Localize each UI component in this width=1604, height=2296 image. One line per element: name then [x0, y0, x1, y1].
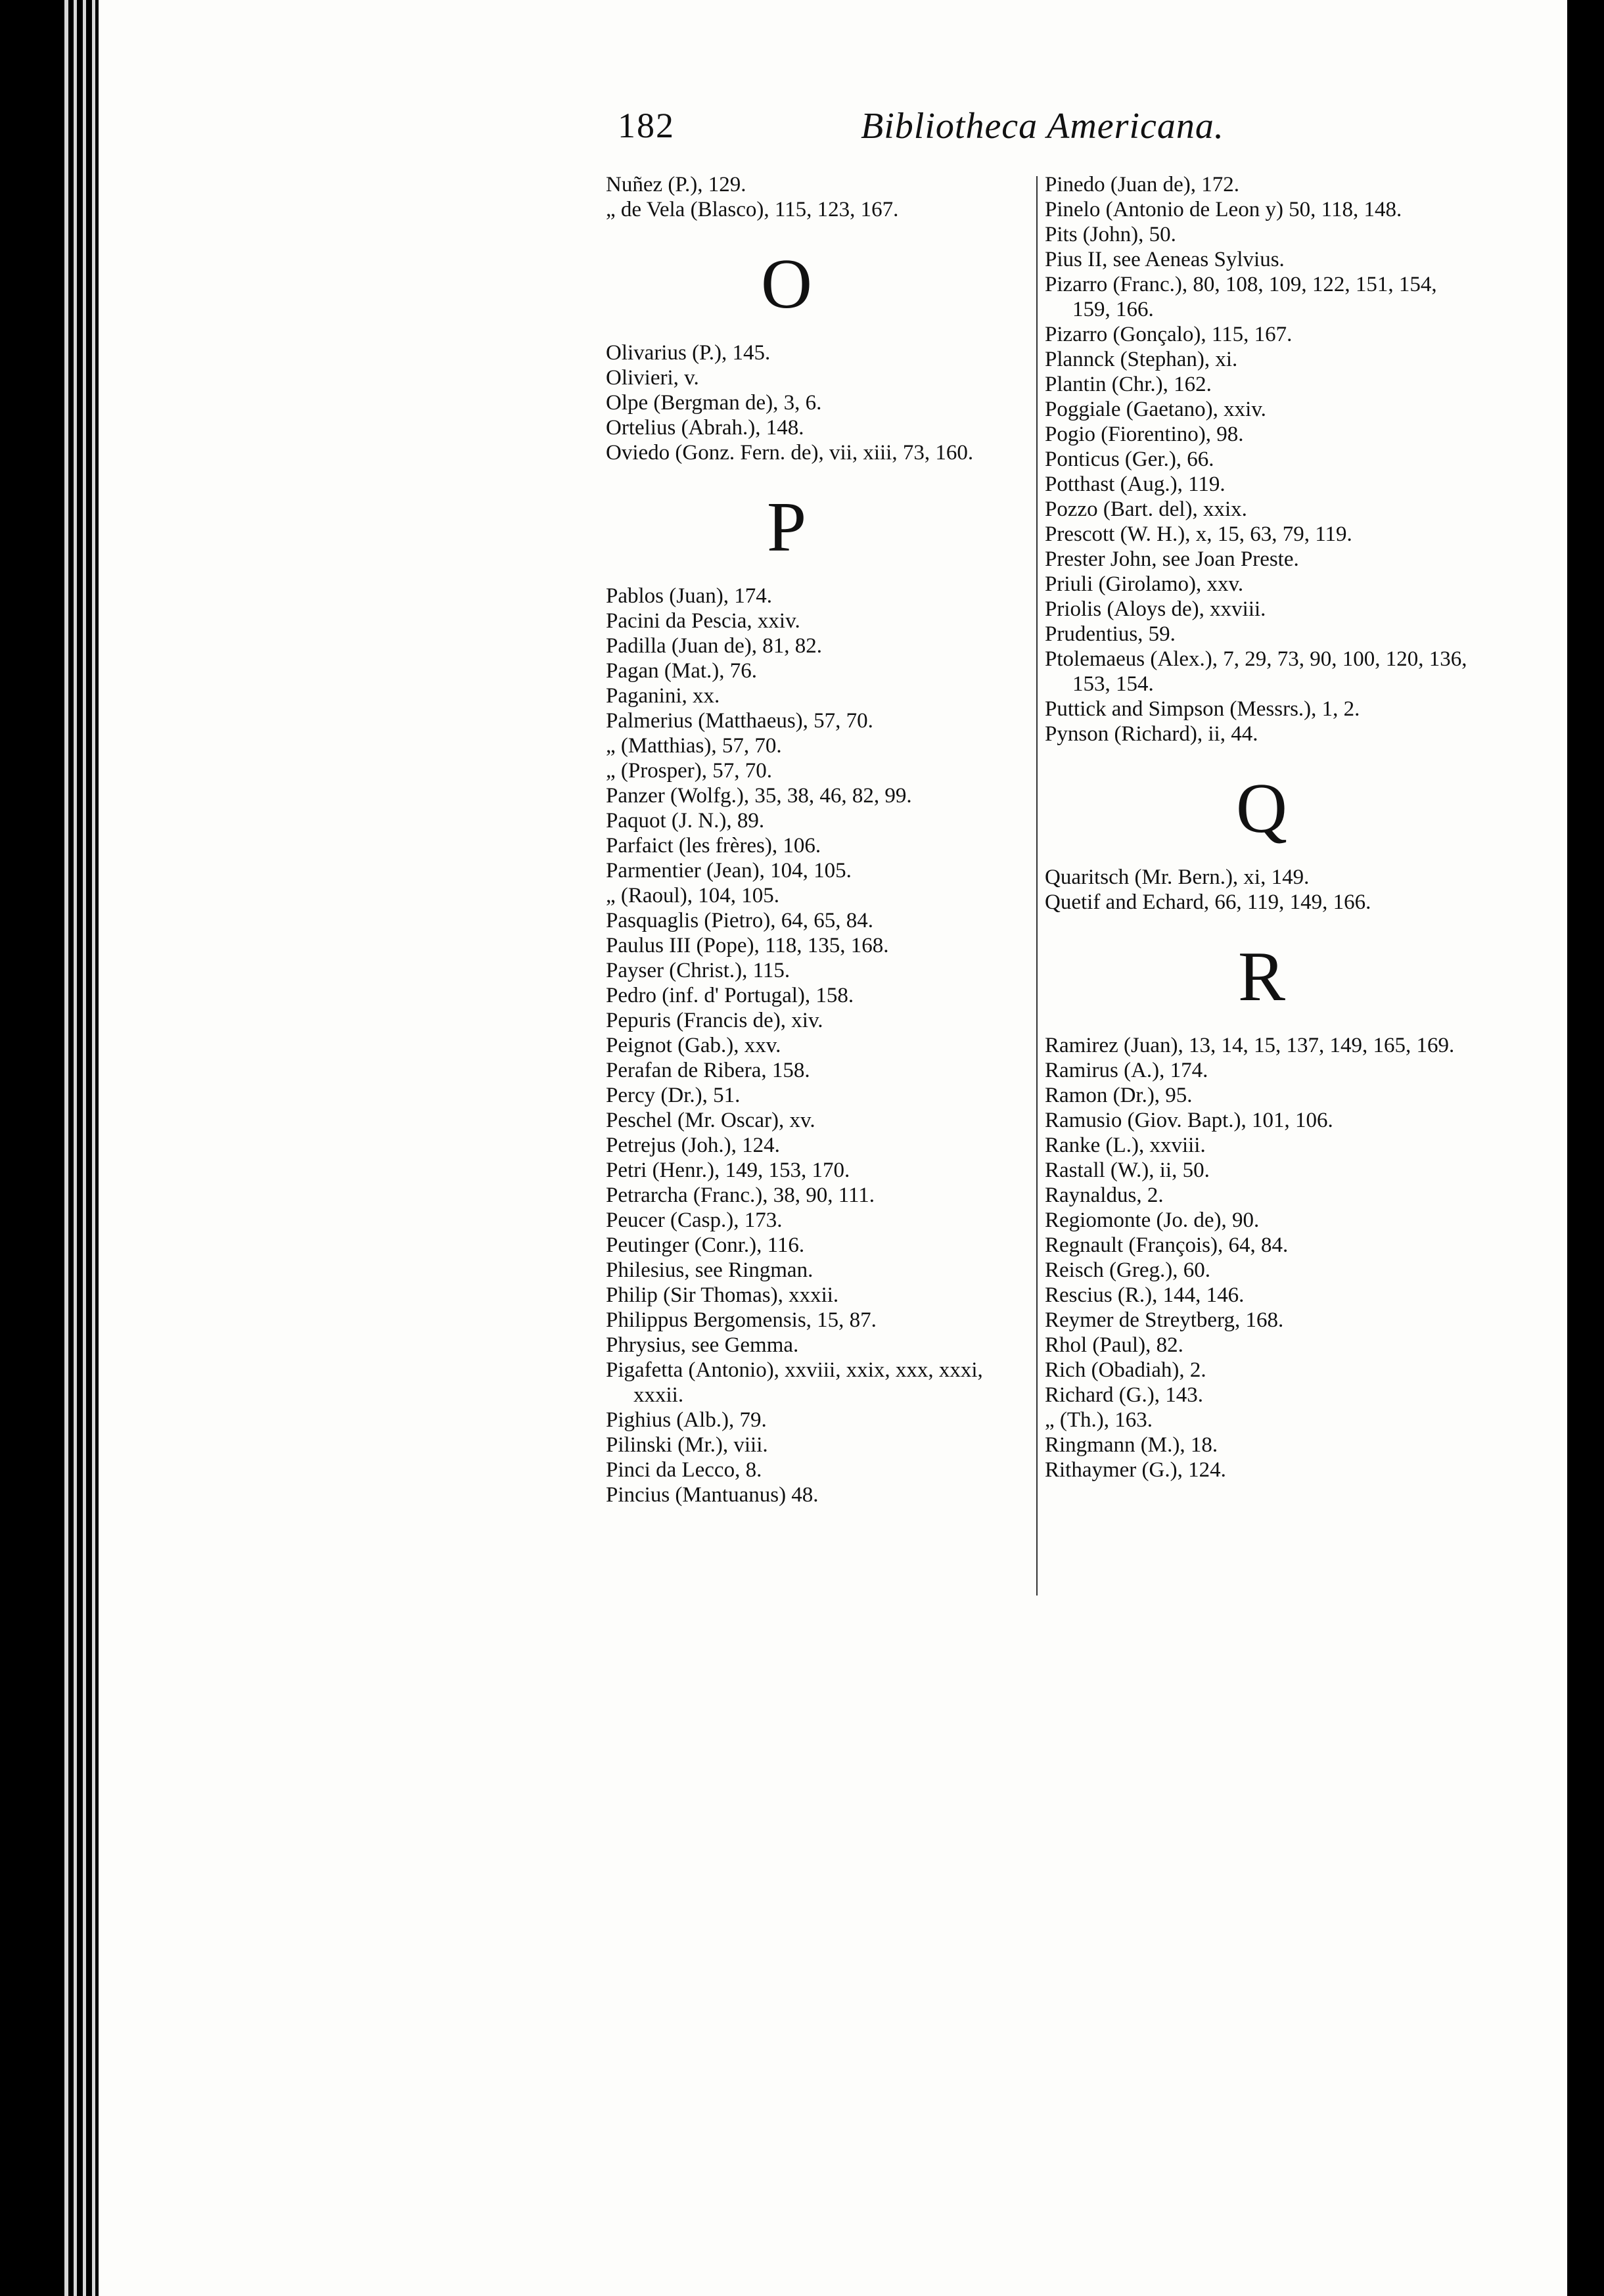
section-letter: R	[1237, 938, 1286, 1016]
index-entry: Pozzo (Bart. del), xxix.	[1045, 497, 1247, 521]
index-entry: Panzer (Wolfg.), 35, 38, 46, 82, 99.	[606, 784, 912, 808]
index-entry: Pogio (Fiorentino), 98.	[1045, 423, 1244, 446]
index-entry: Regnault (François), 64, 84.	[1045, 1233, 1289, 1257]
index-entry: Prudentius, 59.	[1045, 622, 1176, 646]
index-entry: Reisch (Greg.), 60.	[1045, 1258, 1211, 1282]
index-entry: Pedro (inf. d' Portugal), 158.	[606, 984, 854, 1007]
index-entry: Ponticus (Ger.), 66.	[1045, 448, 1214, 471]
index-entry: Rithaymer (G.), 124.	[1045, 1458, 1226, 1482]
index-entry: Peutinger (Conr.), 116.	[606, 1233, 805, 1257]
index-entry: „ (Prosper), 57, 70.	[606, 759, 772, 783]
index-column-right	[1045, 172, 1478, 1482]
index-entry: Olivieri, v.	[606, 366, 699, 390]
index-entry: Nuñez (P.), 129.	[606, 173, 746, 196]
index-column-left	[606, 172, 1026, 1507]
page-edge	[64, 0, 68, 2296]
index-entry: Pagan (Mat.), 76.	[606, 659, 758, 683]
page-edge	[74, 0, 77, 2296]
scan-border	[1567, 0, 1604, 2296]
index-entry: Peignot (Gab.), xxv.	[606, 1034, 781, 1057]
index-entry: „ (Raoul), 104, 105.	[606, 884, 779, 907]
index-entry: Prescott (W. H.), x, 15, 63, 79, 119.	[1045, 522, 1352, 546]
index-entry: Pinedo (Juan de), 172.	[1045, 173, 1240, 196]
index-entry: Ramirez (Juan), 13, 14, 15, 137, 149, 165, 169.	[1045, 1034, 1455, 1057]
index-entry: Olivarius (P.), 145.	[606, 341, 771, 365]
running-title: Bibliotheca Americana.	[861, 106, 1224, 147]
index-entry: Pinelo (Antonio de Leon y) 50, 118, 148.	[1045, 198, 1402, 221]
index-entry: Ortelius (Abrah.), 148.	[606, 416, 804, 440]
index-entry: Parfaict (les frères), 106.	[606, 834, 821, 858]
index-entry: Quetif and Echard, 66, 119, 149, 166.	[1045, 890, 1371, 914]
index-entry: Ringmann (M.), 18.	[1045, 1433, 1218, 1457]
index-entry: Phrysius, see Gemma.	[606, 1333, 799, 1357]
index-entry: Perafan de Ribera, 158.	[606, 1059, 810, 1082]
index-entry: Pigafetta (Antonio), xxviii, xxix, xxx, xxxi, xxxii.	[606, 1358, 983, 1407]
index-entry: Pablos (Juan), 174.	[606, 584, 772, 608]
page-edge	[92, 0, 95, 2296]
page-edge	[83, 0, 86, 2296]
index-entry: Prester John, see Joan Preste.	[1045, 547, 1299, 571]
index-entry: Reymer de Streytberg, 168.	[1045, 1308, 1284, 1332]
index-entry: Pincius (Mantuanus) 48.	[606, 1483, 819, 1507]
column-divider	[1036, 176, 1038, 1596]
index-entry: Pighius (Alb.), 79.	[606, 1408, 767, 1432]
index-entry: Pinci da Lecco, 8.	[606, 1458, 762, 1482]
index-entry: Ranke (L.), xxviii.	[1045, 1134, 1206, 1157]
index-entry: Pasquaglis (Pietro), 64, 65, 84.	[606, 909, 873, 932]
index-entry: Philip (Sir Thomas), xxxii.	[606, 1283, 839, 1307]
index-entry: Parmentier (Jean), 104, 105.	[606, 859, 852, 883]
index-entry: Pius II, see Aeneas Sylvius.	[1045, 248, 1285, 271]
index-entry: Plannck (Stephan), xi.	[1045, 348, 1238, 371]
index-entry: Pilinski (Mr.), viii.	[606, 1433, 768, 1457]
index-entry: Payser (Christ.), 115.	[606, 959, 791, 982]
index-entry: Richard (G.), 143.	[1045, 1383, 1204, 1407]
index-entry: Petrarcha (Franc.), 38, 90, 111.	[606, 1183, 875, 1207]
index-entry: Paquot (J. N.), 89.	[606, 809, 765, 833]
section-letter: Q	[1236, 769, 1287, 848]
index-entry: „ (Th.), 163.	[1045, 1408, 1153, 1432]
index-entry: Priuli (Girolamo), xxv.	[1045, 572, 1244, 596]
index-entry: Paulus III (Pope), 118, 135, 168.	[606, 934, 889, 957]
index-entry: Ramirus (A.), 174.	[1045, 1059, 1208, 1082]
index-entry: Olpe (Bergman de), 3, 6.	[606, 391, 822, 415]
index-entry: Rich (Obadiah), 2.	[1045, 1358, 1206, 1382]
index-entry: Poggiale (Gaetano), xxiv.	[1045, 398, 1266, 421]
index-entry: Ramon (Dr.), 95.	[1045, 1084, 1193, 1107]
index-entry: Philesius, see Ringman.	[606, 1258, 813, 1282]
index-entry: Palmerius (Matthaeus), 57, 70.	[606, 709, 873, 733]
index-entry: Priolis (Aloys de), xxviii.	[1045, 597, 1266, 621]
index-entry: „ (Matthias), 57, 70.	[606, 734, 782, 758]
index-entry: Raynaldus, 2.	[1045, 1183, 1164, 1207]
index-entry: „ de Vela (Blasco), 115, 123, 167.	[606, 198, 899, 221]
index-entry: Pepuris (Francis de), xiv.	[606, 1009, 823, 1032]
index-entry: Oviedo (Gonz. Fern. de), vii, xiii, 73, 160.	[606, 441, 974, 465]
index-entry: Pizarro (Franc.), 80, 108, 109, 122, 151, 154, 159, 166.	[1045, 273, 1437, 321]
index-entry: Pizarro (Gonçalo), 115, 167.	[1045, 323, 1293, 346]
section-letter: O	[761, 245, 812, 323]
index-entry: Plantin (Chr.), 162.	[1045, 373, 1212, 396]
section-letter: P	[766, 488, 807, 566]
page-number: 182	[618, 106, 675, 145]
index-entry: Pacini da Pescia, xxiv.	[606, 609, 800, 633]
index-entry: Pits (John), 50.	[1045, 223, 1176, 246]
index-entry: Puttick and Simpson (Messrs.), 1, 2.	[1045, 697, 1360, 721]
index-entry: Peschel (Mr. Oscar), xv.	[606, 1109, 815, 1132]
index-entry: Philippus Bergomensis, 15, 87.	[606, 1308, 877, 1332]
index-entry: Peucer (Casp.), 173.	[606, 1208, 783, 1232]
index-entry: Rescius (R.), 144, 146.	[1045, 1283, 1245, 1307]
index-entry: Pynson (Richard), ii, 44.	[1045, 722, 1258, 746]
index-entry: Paganini, xx.	[606, 684, 720, 708]
index-entry: Rastall (W.), ii, 50.	[1045, 1159, 1210, 1182]
index-entry: Regiomonte (Jo. de), 90.	[1045, 1208, 1260, 1232]
index-entry: Ptolemaeus (Alex.), 7, 29, 73, 90, 100, 120, 136, 153, 154.	[1045, 647, 1467, 696]
index-entry: Quaritsch (Mr. Bern.), xi, 149.	[1045, 865, 1310, 889]
index-entry: Petri (Henr.), 149, 153, 170.	[606, 1159, 850, 1182]
index-entry: Petrejus (Joh.), 124.	[606, 1134, 780, 1157]
index-entry: Percy (Dr.), 51.	[606, 1084, 741, 1107]
index-entry: Rhol (Paul), 82.	[1045, 1333, 1183, 1357]
index-entry: Potthast (Aug.), 119.	[1045, 472, 1226, 496]
index-entry: Ramusio (Giov. Bapt.), 101, 106.	[1045, 1109, 1333, 1132]
index-entry: Padilla (Juan de), 81, 82.	[606, 634, 823, 658]
